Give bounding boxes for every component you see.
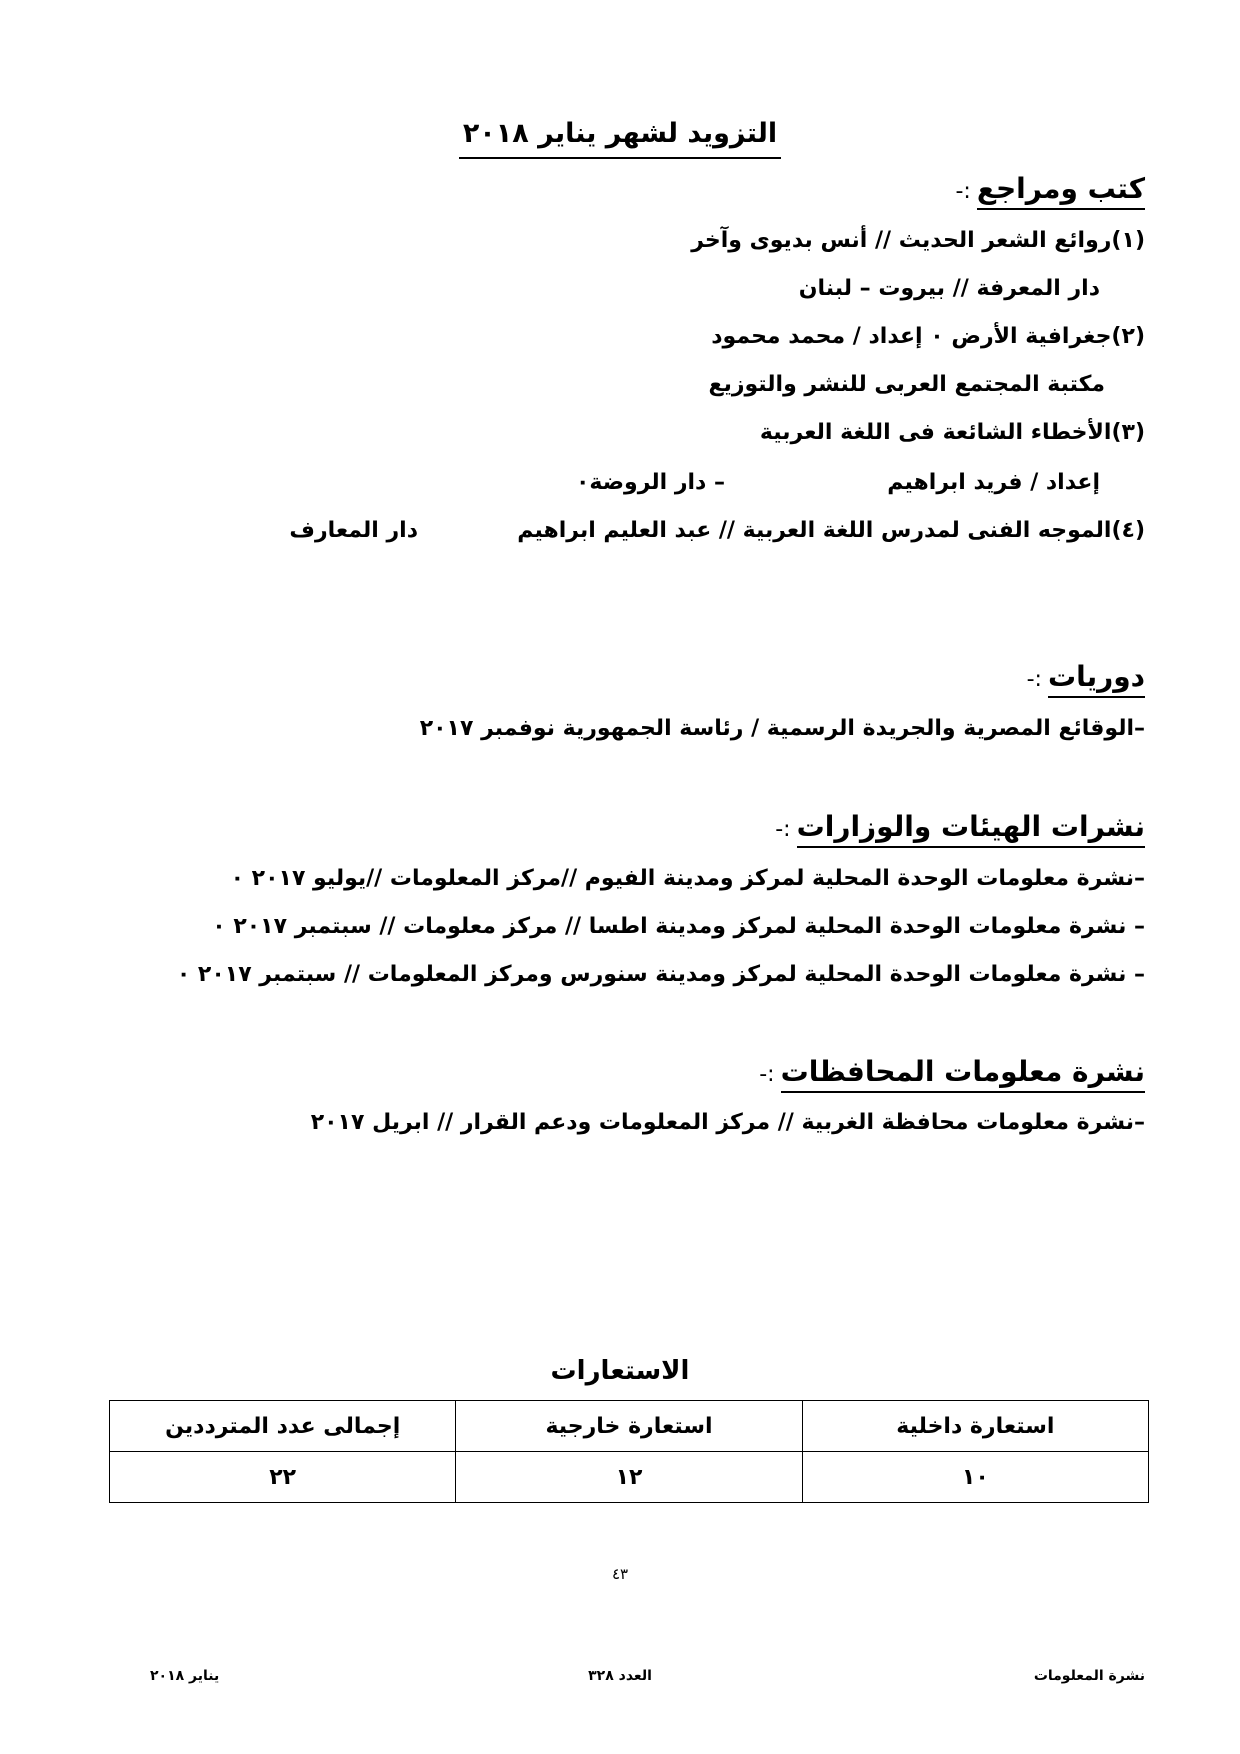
bulletin-item-2: – نشرة معلومات الوحدة المحلية لمركز ومدينة اطسا // مركز معلومات // سبتمبر ٢٠١٧ ٠ (212, 914, 1145, 939)
bulletins-heading: نشرات الهيئات والوزارات:- (775, 810, 1145, 843)
footer-publication: نشرة المعلومات (1033, 1668, 1145, 1684)
bulletin-item-3: – نشرة معلومات الوحدة المحلية لمركز ومدينة سنورس ومركز المعلومات // سبتمبر ٢٠١٧ ٠ (176, 962, 1145, 987)
books-heading: كتب ومراجع:- (955, 172, 1145, 205)
book-item-4-publisher: دار المعارف (289, 518, 418, 543)
book-item-3-publisher: – دار الروضة٠ (575, 470, 725, 495)
periodicals-heading: دوريات:- (1027, 660, 1145, 693)
header-internal: استعارة داخلية (802, 1401, 1148, 1452)
book-item-2-publisher: مكتبة المجتمع العربى للنشر والتوزيع (708, 372, 1105, 397)
footer-issue: العدد ٣٢٨ (588, 1668, 652, 1684)
governorates-heading: نشرة معلومات المحافظات:- (759, 1055, 1145, 1088)
table-row (110, 1452, 1149, 1503)
periodical-item-1: –الوقائع المصرية والجريدة الرسمية / رئاسة الجمهورية نوفمبر ٢٠١٧ (419, 716, 1145, 741)
value-external: ١٢ (456, 1452, 802, 1503)
header-total: إجمالى عدد المترددين (110, 1401, 456, 1452)
value-total: ٢٢ (110, 1452, 456, 1503)
book-item-2: (٢)جغرافية الأرض ٠ إعداد / محمد محمود (711, 324, 1145, 349)
page-number: ٤٣ (611, 1565, 629, 1583)
borrowing-table (109, 1400, 1149, 1503)
book-item-3: (٣)الأخطاء الشائعة فى اللغة العربية (759, 420, 1145, 445)
book-item-4: (٤)الموجه الفنى لمدرس اللغة العربية // عبد العليم ابراهيم (517, 518, 1145, 543)
borrowing-title: الاستعارات (550, 1356, 690, 1386)
governorate-item-1: –نشرة معلومات محافظة الغربية // مركز المعلومات ودعم القرار // ابريل ٢٠١٧ (310, 1110, 1145, 1135)
table-header-row (110, 1401, 1149, 1452)
book-item-1: (١)روائع الشعر الحديث // أنس بديوى وآخر (691, 228, 1145, 253)
header-external: استعارة خارجية (456, 1401, 802, 1452)
value-internal: ١٠ (802, 1452, 1148, 1503)
footer-date: يناير ٢٠١٨ (150, 1668, 220, 1684)
bulletin-item-1: –نشرة معلومات الوحدة المحلية لمركز ومدينة الفيوم //مركز المعلومات //يوليو ٢٠١٧ ٠ (230, 866, 1145, 891)
book-item-1-publisher: دار المعرفة // بيروت – لبنان (798, 276, 1100, 301)
page-title: التزويد لشهر يناير ٢٠١٨ (0, 118, 1240, 149)
book-item-3-author: إعداد / فريد ابراهيم (887, 470, 1100, 495)
